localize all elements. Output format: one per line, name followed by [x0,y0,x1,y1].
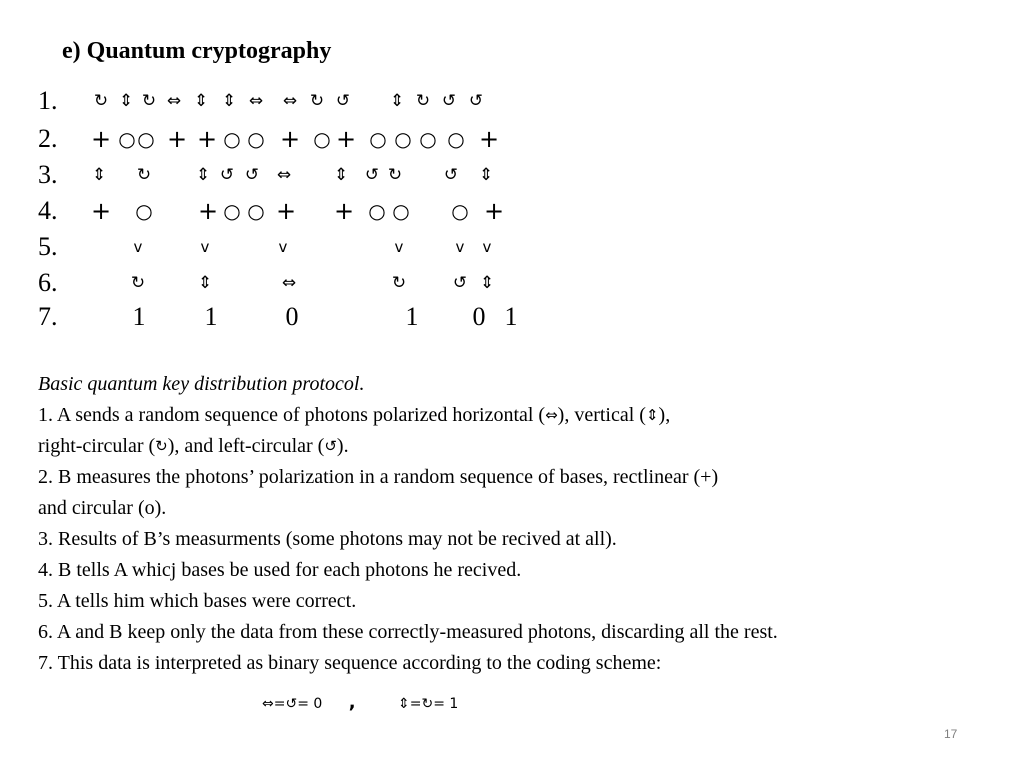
key-bit: 1 [504,302,518,331]
left-circular-icon: ↺ [324,437,337,455]
text-segment: right-circular ( [38,435,156,457]
polarization-symbol: ↻ [141,91,157,111]
measurement-symbol: ⇕ [91,165,107,185]
basis-symbol: ○ [451,199,469,223]
measurement-symbol: ⇕ [195,165,211,185]
basis-symbol: + [483,197,505,225]
text-segment: ), [658,404,671,426]
polarization-symbol: ↺ [468,91,484,111]
basis-symbol: + [196,125,218,153]
measurement-symbol: ↺ [364,165,380,185]
basis-symbol: ○ [392,199,410,223]
measurement-symbol: ⇔ [276,165,292,185]
polarization-symbol: ⇔ [166,91,182,111]
basis-symbol: ○ [247,199,265,223]
polarization-symbol: ↻ [415,91,431,111]
kept-symbol: ↻ [391,273,407,293]
basis-symbol: + [279,125,301,153]
coding-separator: , [348,692,356,713]
row-label: 1. [38,86,58,115]
step-1-line [38,400,998,431]
row-label: 7. [38,302,58,331]
measurement-symbol: ↺ [244,165,260,185]
kept-symbol: ↻ [130,273,146,293]
step-3-line: 3. Results of B’s measurments (some photons may not be recived at all). [38,528,617,550]
kept-symbol: ⇔ [281,273,297,293]
polarization-symbol: ⇔ [282,91,298,111]
text-segment: 1. A sends a random sequence of photons polarized horizontal ( [38,404,546,426]
basis-symbol: + [90,125,112,153]
polarization-symbol: ⇕ [193,91,209,111]
step-2-line-2: and circular (o). [38,497,167,519]
grid-row-7 [38,302,538,332]
page-number: 17 [944,727,958,741]
grid-row-2 [38,124,538,154]
polarization-symbol: ⇕ [389,91,405,111]
grid-row-4 [38,196,538,226]
polarization-symbol: ↻ [309,91,325,111]
figure-caption: Basic quantum key distribution protocol. [38,373,365,395]
basis-symbol: ○ [419,127,437,151]
step-6-line: 6. A and B keep only the data from these correctly-measured photons, discarding all the rest. [38,621,778,643]
row-label: 3. [38,160,58,189]
basis-symbol: + [333,197,355,225]
basis-symbol: + [90,197,112,225]
step-4-line: 4. B tells A whicj bases be used for each photons he recived. [38,559,522,581]
polarization-symbol: ⇕ [118,91,134,111]
basis-symbol: ○ [394,127,412,151]
measurement-symbol: ↺ [219,165,235,185]
correct-basis-mark: v [394,238,404,256]
row-label: 4. [38,196,58,225]
row-label: 5. [38,232,58,261]
row-label: 6. [38,268,58,297]
text-segment: ), vertical ( [557,404,646,426]
measurement-symbol: ↻ [136,165,152,185]
vertical-arrow-icon: ⇕ [645,406,659,424]
grid-row-1 [38,86,538,116]
basis-symbol: ○ [223,199,241,223]
measurement-symbol: ⇕ [478,165,494,185]
basis-symbol: ○ [137,127,155,151]
polarization-symbol: ↺ [335,91,351,111]
measurement-symbol: ↻ [387,165,403,185]
basis-symbol: + [275,197,297,225]
step-1-line-2 [38,431,998,462]
text-segment: ), and left-circular ( [167,435,325,457]
polarization-symbol: ⇔ [248,91,264,111]
key-bit: 0 [472,302,486,331]
step-7-line: 7. This data is interpreted as binary sequence according to the coding scheme: [38,652,662,674]
polarization-symbol: ↻ [93,91,109,111]
basis-symbol: + [166,125,188,153]
kept-symbol: ⇕ [479,273,495,293]
kept-symbol: ⇕ [197,273,213,293]
basis-symbol: ○ [118,127,136,151]
measurement-symbol: ⇕ [333,165,349,185]
coding-one: ⇕=↻= 1 [398,696,459,712]
polarization-symbol: ↺ [441,91,457,111]
protocol-grid [38,86,538,336]
step-2-line: 2. B measures the photons’ polarization in a random sequence of bases, rectlinear (+) [38,466,719,488]
text-segment: ). [336,435,349,457]
basis-symbol: ○ [247,127,265,151]
grid-row-3 [38,160,538,190]
basis-symbol: ○ [313,127,331,151]
kept-symbol: ↺ [452,273,468,293]
basis-symbol: + [478,125,500,153]
correct-basis-mark: v [278,238,288,256]
basis-symbol: + [335,125,357,153]
step-5-line: 5. A tells him which bases were correct. [38,590,357,612]
key-bit: 0 [285,302,299,331]
grid-row-5 [38,232,538,262]
basis-symbol: + [197,197,219,225]
slide-title: e) Quantum cryptography [62,38,332,64]
measurement-symbol: ↺ [443,165,459,185]
correct-basis-mark: v [482,238,492,256]
correct-basis-mark: v [455,238,465,256]
polarization-symbol: ⇕ [221,91,237,111]
coding-scheme [262,692,458,713]
right-circular-icon: ↻ [155,437,168,455]
key-bit: 1 [405,302,419,331]
row-label: 2. [38,124,58,153]
basis-symbol: ○ [135,199,153,223]
coding-zero: ⇔=↺= 0 [262,696,323,712]
basis-symbol: ○ [369,127,387,151]
key-bit: 1 [132,302,146,331]
basis-symbol: ○ [223,127,241,151]
basis-symbol: ○ [447,127,465,151]
correct-basis-mark: v [133,238,143,256]
grid-row-6 [38,268,538,298]
protocol-description [38,369,998,679]
key-bit: 1 [204,302,218,331]
basis-symbol: ○ [368,199,386,223]
horizontal-arrow-icon: ⇔ [545,406,558,424]
correct-basis-mark: v [200,238,210,256]
